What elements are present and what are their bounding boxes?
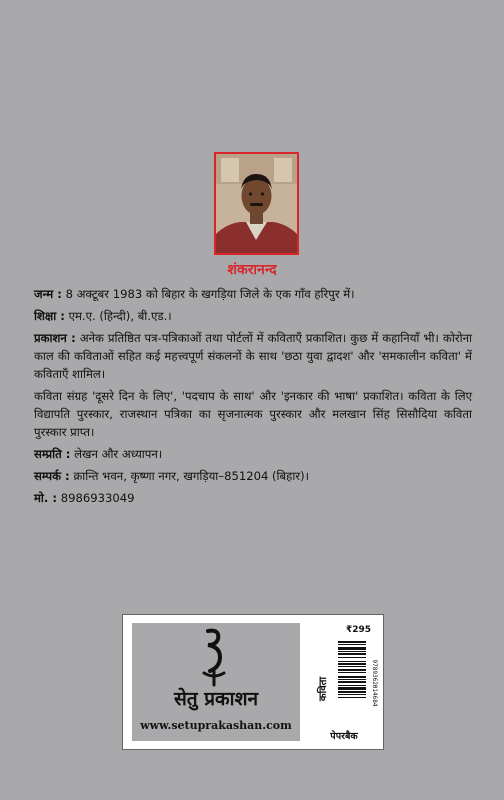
author-bio <box>34 285 472 511</box>
barcode-bar <box>338 681 366 683</box>
barcode-bar <box>338 669 366 671</box>
barcode-bar <box>338 641 366 643</box>
publication-line <box>34 329 472 383</box>
barcode-bar <box>338 694 366 695</box>
barcode-bar <box>338 653 366 655</box>
publisher-box <box>122 614 384 750</box>
barcode-bar <box>338 666 366 667</box>
publisher-logo-panel <box>132 623 300 741</box>
publication-text: अनेक प्रतिष्ठित पत्र-पत्रिकाओं तथा पोर्टलों में कविताएँ प्रकाशित। कुछ में कहानियाँ भी। कोरोना काल की कविताओं सहित कई महत्त्वपूर्ण संकलनों के साथ 'छठा युवा द्वादश' और 'समकालीन कविता' में कविताएँ शामिल। <box>34 331 473 381</box>
barcode-bar <box>338 679 366 680</box>
mobile-text: 8986933049 <box>60 491 135 505</box>
education-label: शिक्षा : <box>34 309 65 323</box>
birth-label: जन्म : <box>34 287 62 301</box>
mobile-line <box>34 489 472 507</box>
barcode-bar <box>338 676 366 678</box>
publisher-logo-icon <box>194 627 234 687</box>
publisher-name: सेतु प्रकाशन <box>173 688 259 710</box>
contact-line <box>34 467 472 485</box>
barcode-bar <box>338 672 366 673</box>
birth-text: 8 अक्टूबर 1983 को बिहार के खगड़िया जिले के एक गाँव हरिपुर में। <box>65 287 355 301</box>
occupation-line <box>34 445 472 463</box>
education-text: एम.ए. (हिन्दी), बी.एड.। <box>68 309 172 323</box>
isbn-number: 9789362014684 <box>371 659 378 707</box>
price-label: ₹295 <box>346 625 372 635</box>
author-name: शंकरानन्द <box>227 262 277 278</box>
publication-label: प्रकाशन : <box>34 331 76 345</box>
education-line <box>34 307 472 325</box>
publisher-url: www.setuprakashan.com <box>140 719 292 732</box>
mobile-label: मो. : <box>34 491 58 505</box>
barcode-bar <box>338 687 366 690</box>
barcode-bar <box>338 651 366 652</box>
barcode-bar <box>338 644 366 645</box>
barcode-bar <box>338 663 366 665</box>
collections-text: कविता संग्रह 'दूसरे दिन के लिए', 'पदचाप के साथ' और 'इनकार की भाषा' प्रकाशित। कविता के लिए विद्यापति पुरस्कार, राजस्थान पत्रिका का सृजनात्मक पुरस्कार और मलखान सिंह सिसौदिया कविता पुरस्कार प्राप्त। <box>34 389 472 439</box>
barcode-bar <box>338 697 366 698</box>
contact-text: क्रान्ति भवन, कृष्णा नगर, खगड़िया–851204 (बिहार)। <box>73 469 309 483</box>
collections-line <box>34 387 472 441</box>
contact-label: सम्पर्क : <box>34 469 70 483</box>
genre-label-wrap <box>307 659 337 719</box>
birth-line <box>34 285 472 303</box>
isbn-barcode <box>338 639 376 727</box>
barcode-bar <box>338 685 366 686</box>
occupation-label: सम्प्रति : <box>34 447 71 461</box>
barcode-bar <box>338 647 366 650</box>
barcode-bar <box>338 691 366 693</box>
binding-label: पेपरबैक <box>330 731 358 742</box>
barcode-bar <box>338 661 366 662</box>
occupation-text: लेखन और अध्यापन। <box>74 447 163 461</box>
author-portrait <box>216 154 297 253</box>
author-photo <box>214 152 299 255</box>
barcode-bar <box>338 657 366 658</box>
genre-label: कविता <box>318 676 329 702</box>
